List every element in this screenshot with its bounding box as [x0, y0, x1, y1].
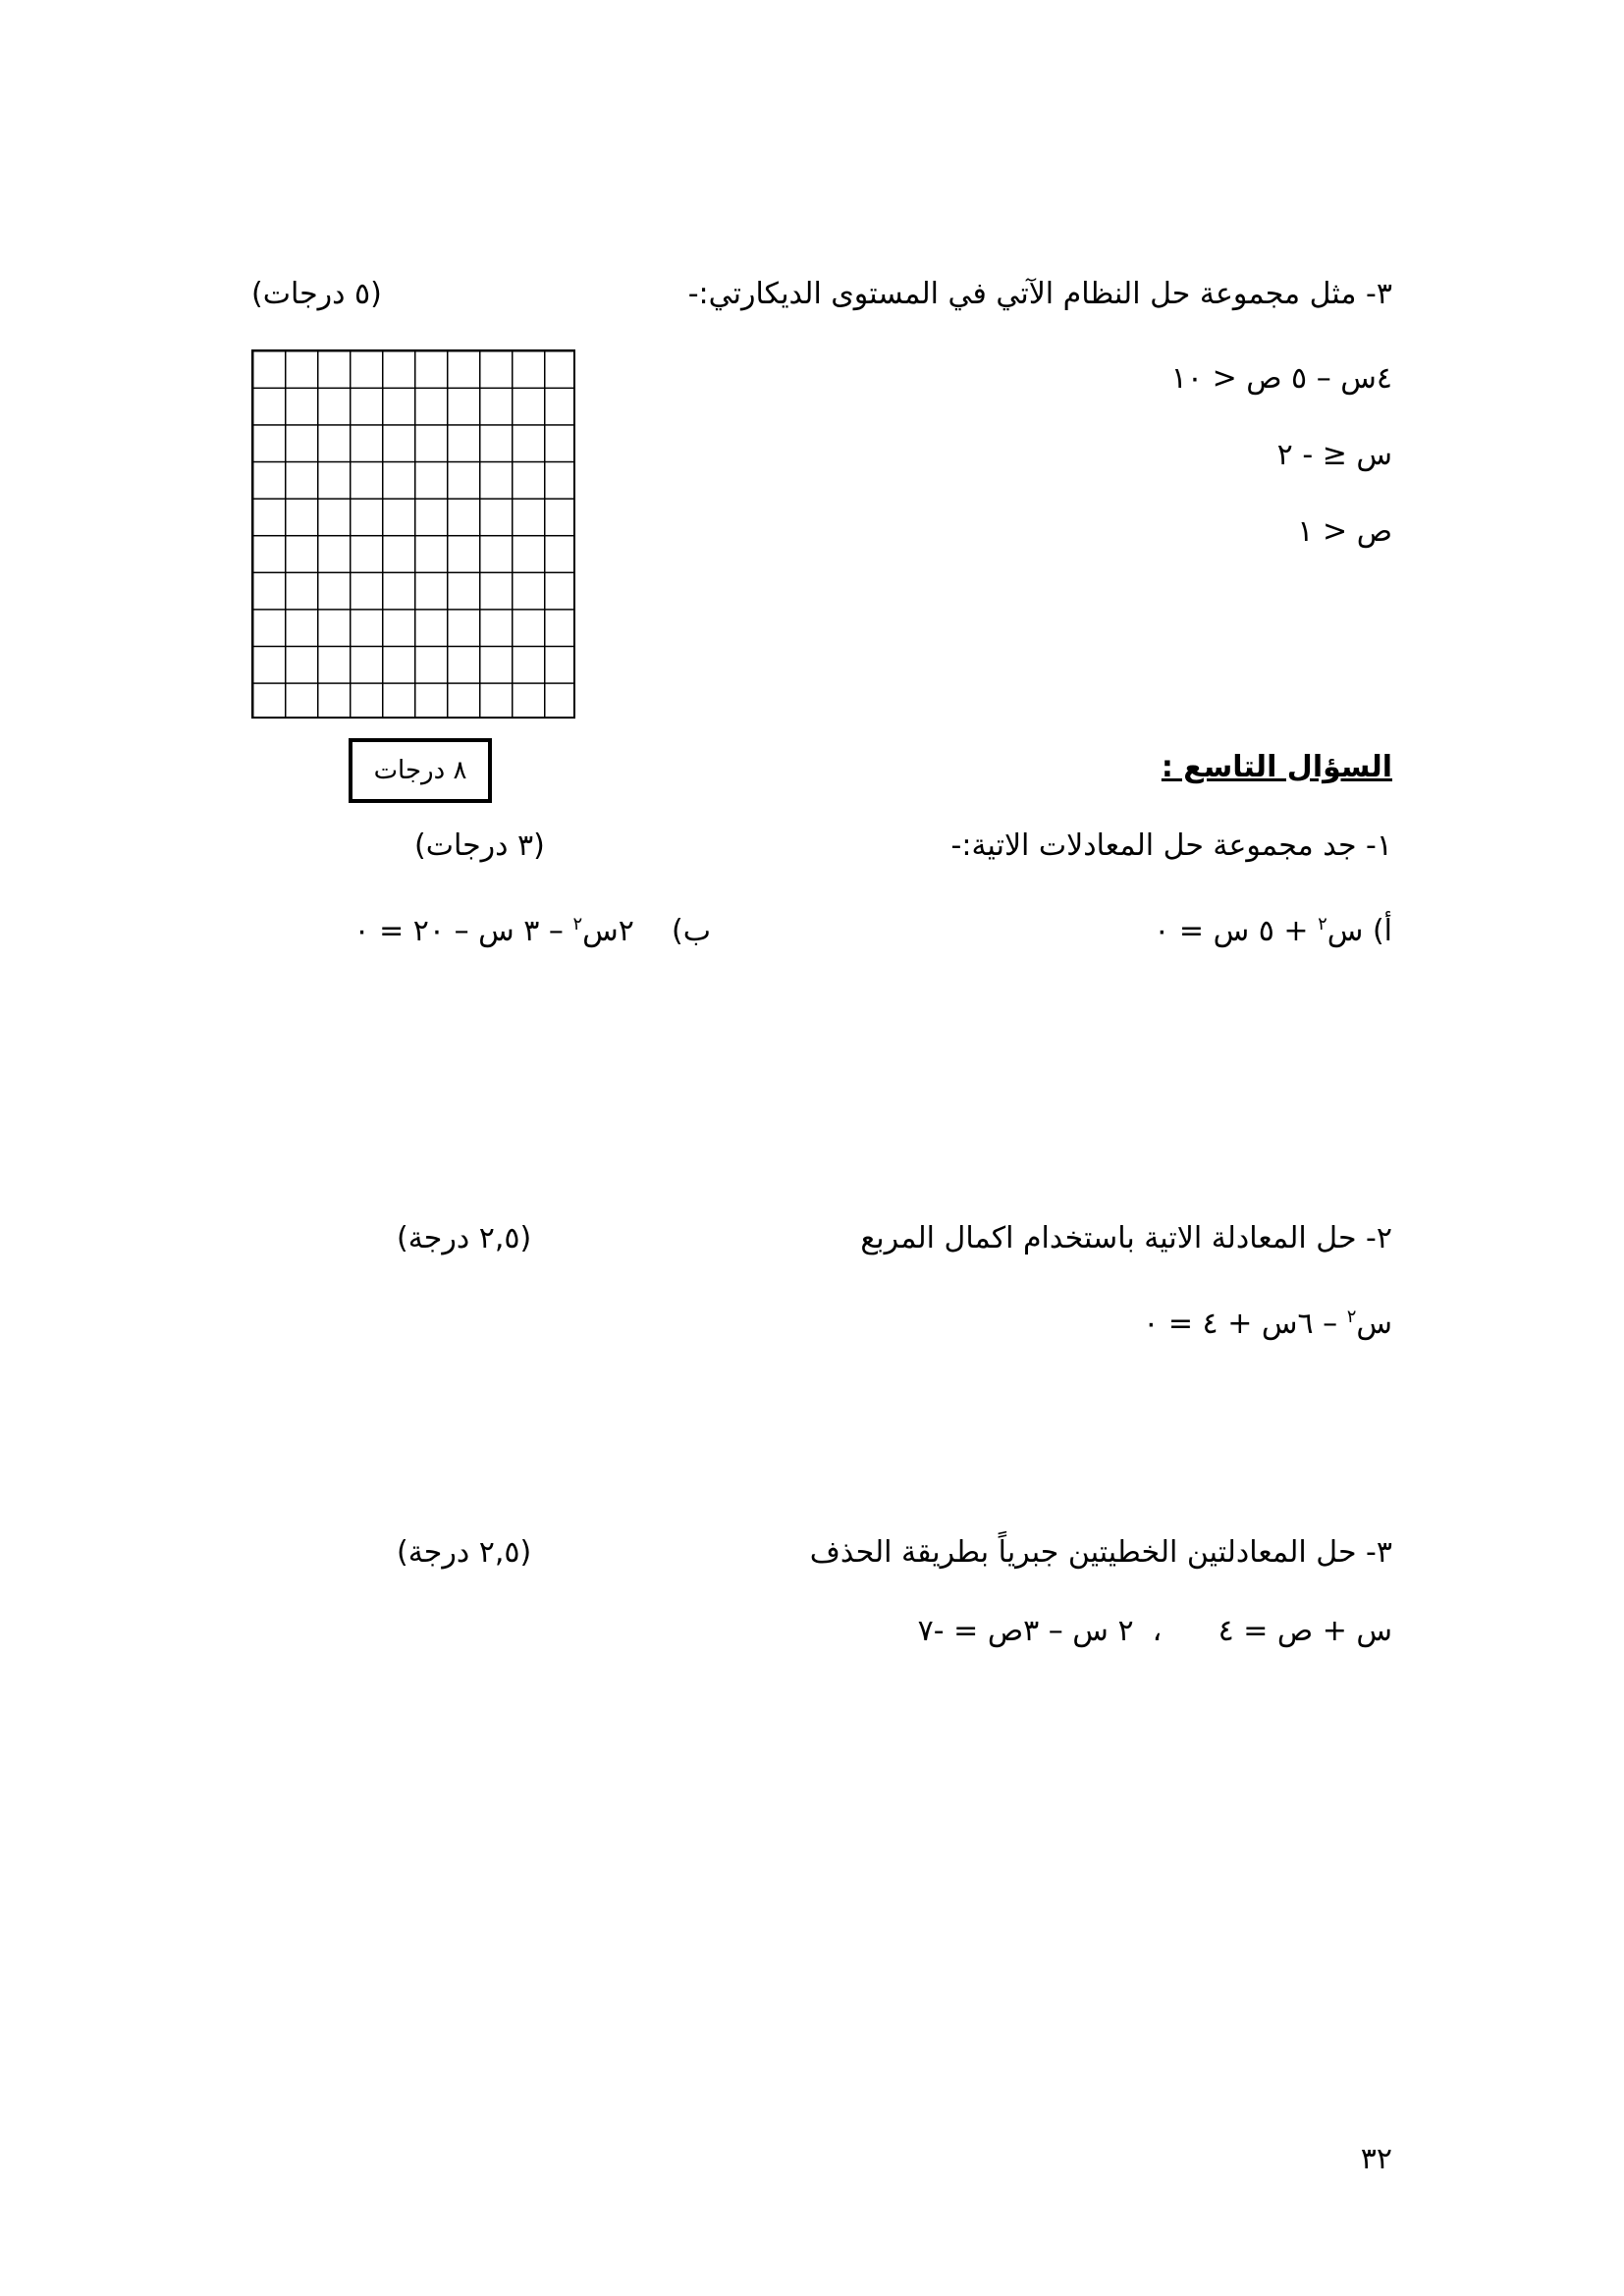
part3-marks: (٢,٥ درجة)	[397, 1535, 532, 1570]
question9-total-marks: ٨ درجات	[349, 738, 492, 803]
question9-title: السؤال التاسع :	[1161, 750, 1392, 784]
part1-a-sup: ٢	[1318, 914, 1327, 934]
part1-b-rest: – ٣ س – ٢٠ = ٠	[353, 914, 573, 948]
part2-marks: (٢,٥ درجة)	[397, 1221, 532, 1255]
part1-b-sup: ٢	[572, 914, 583, 934]
page-number: ٣٢	[1360, 2142, 1392, 2176]
part2-sup: ٢	[1346, 1307, 1357, 1327]
part1-b-label: ب)	[672, 914, 711, 948]
cartesian-grid	[251, 349, 575, 719]
part1-heading: ١- جد مجموعة حل المعادلات الاتية:-	[950, 828, 1392, 863]
q3-heading: ٣- مثل مجموعة حل النظام الآتي في المستوى الديكارتي:-	[687, 277, 1392, 311]
part1-b-lhs: ٢س	[582, 914, 634, 948]
part1-a-label: أ)	[1372, 914, 1392, 948]
part1-a-lhs: س	[1326, 914, 1364, 948]
part3-heading: ٣- حل المعادلتين الخطيتين جبرياً بطريقة الحذف	[809, 1535, 1392, 1570]
part2-equation	[1143, 1298, 1392, 1344]
q3-marks: (٥ درجات)	[251, 277, 382, 311]
part1-marks: (٣ درجات)	[414, 828, 545, 863]
inequality-3: ص < ١	[1297, 514, 1392, 549]
part3-equation: س + ص = ٤ ، ٢ س – ٣ص = -٧	[917, 1614, 1392, 1648]
part2-lhs: س	[1356, 1307, 1392, 1341]
part1-b-equation	[353, 905, 711, 951]
part1-a-equation	[1154, 905, 1392, 951]
inequality-2: س ≤ - ٢	[1276, 438, 1392, 472]
part2-heading: ٢- حل المعادلة الاتية باستخدام اكمال المربع	[860, 1221, 1392, 1255]
part2-rest: – ٦س + ٤ = ٠	[1143, 1307, 1347, 1341]
part1-a-rest: + ٥ س = ٠	[1154, 914, 1319, 948]
inequality-1: ٤س – ٥ ص < ١٠	[1170, 361, 1392, 396]
